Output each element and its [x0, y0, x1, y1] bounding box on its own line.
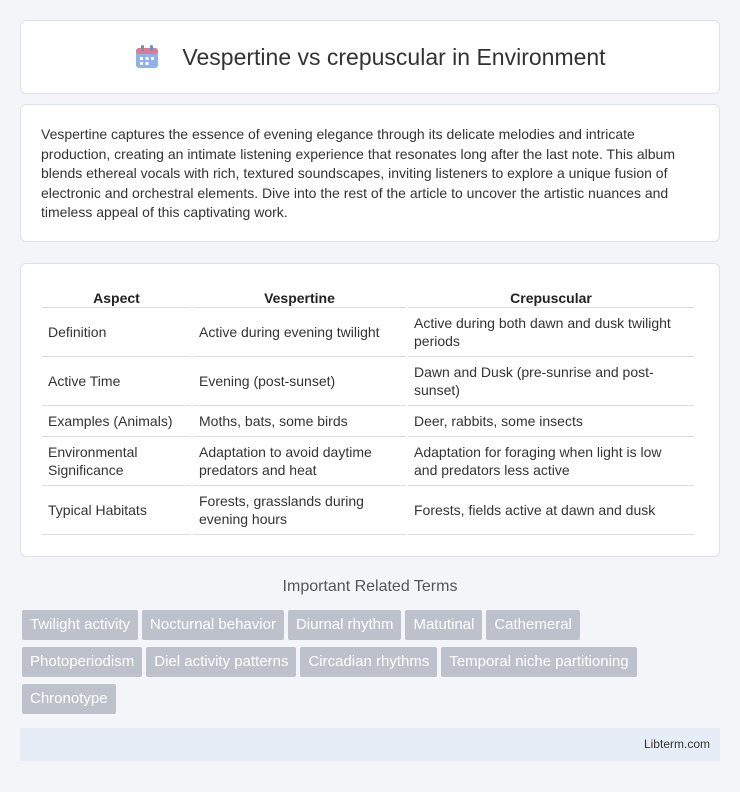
table-cell: Adaptation for foraging when light is low and predators less active: [408, 437, 694, 486]
intro-card: [20, 104, 720, 242]
table-header-row: [42, 284, 694, 308]
table-cell: Active during evening twilight: [193, 308, 406, 357]
table-cell: Active during both dawn and dusk twilight periods: [408, 308, 694, 357]
table-cell: Environmental Significance: [42, 437, 191, 486]
comparison-card: [20, 263, 720, 557]
related-term-tag[interactable]: Twilight activity: [22, 610, 138, 640]
related-term-tag[interactable]: Temporal niche partitioning: [441, 647, 636, 677]
header-card: [20, 20, 720, 94]
related-term-tag[interactable]: Cathemeral: [486, 610, 580, 640]
header-crepuscular: Crepuscular: [408, 284, 694, 308]
table-cell: Adaptation to avoid daytime predators and heat: [193, 437, 406, 486]
table-cell: Definition: [42, 308, 191, 357]
related-term-tag[interactable]: Circadian rhythms: [300, 647, 437, 677]
related-term-tag[interactable]: Matutinal: [405, 610, 482, 640]
table-row: [42, 486, 694, 535]
table-row: [42, 406, 694, 437]
table-cell: Dawn and Dusk (pre-sunrise and post-sunset): [408, 357, 694, 406]
table-cell: Examples (Animals): [42, 406, 191, 437]
footer: [20, 728, 720, 761]
header-vespertine: Vespertine: [193, 284, 406, 308]
intro-text: Vespertine captures the essence of evening elegance through its delicate melodies and intricate production, creating an intimate listening experience that resonates long after the last note. This album blends ethereal vocals with rich, textured soundscapes, inviting listeners to explore a unique fusion of electronic and orchestral elements. Dive into the rest of the article to uncover the artistic nuances and timeless appeal of this captivating work.: [41, 126, 676, 220]
table-cell: Forests, grasslands during evening hours: [193, 486, 406, 535]
table-row: [42, 437, 694, 486]
related-terms-title: Important Related Terms: [282, 578, 458, 595]
related-term-tag[interactable]: Photoperiodism: [22, 647, 142, 677]
footer-site-link[interactable]: Libterm.com: [643, 737, 710, 751]
related-term-tag[interactable]: Chronotype: [22, 684, 116, 714]
table-cell: Active Time: [42, 357, 191, 406]
related-term-tag[interactable]: Diel activity patterns: [146, 647, 296, 677]
related-term-tag[interactable]: Diurnal rhythm: [288, 610, 402, 640]
table-row: [42, 308, 694, 357]
page-title: Vespertine vs crepuscular in Environment: [182, 43, 606, 70]
comparison-table: [40, 284, 696, 535]
header-aspect: Aspect: [42, 284, 191, 308]
table-cell: Moths, bats, some birds: [193, 406, 406, 437]
related-term-tag[interactable]: Nocturnal behavior: [142, 610, 284, 640]
table-row: [42, 357, 694, 406]
related-terms-list: [22, 610, 722, 721]
table-cell: Typical Habitats: [42, 486, 191, 535]
table-cell: Forests, fields active at dawn and dusk: [408, 486, 694, 535]
calendar-icon: [134, 44, 160, 70]
table-cell: Deer, rabbits, some insects: [408, 406, 694, 437]
table-cell: Evening (post-sunset): [193, 357, 406, 406]
